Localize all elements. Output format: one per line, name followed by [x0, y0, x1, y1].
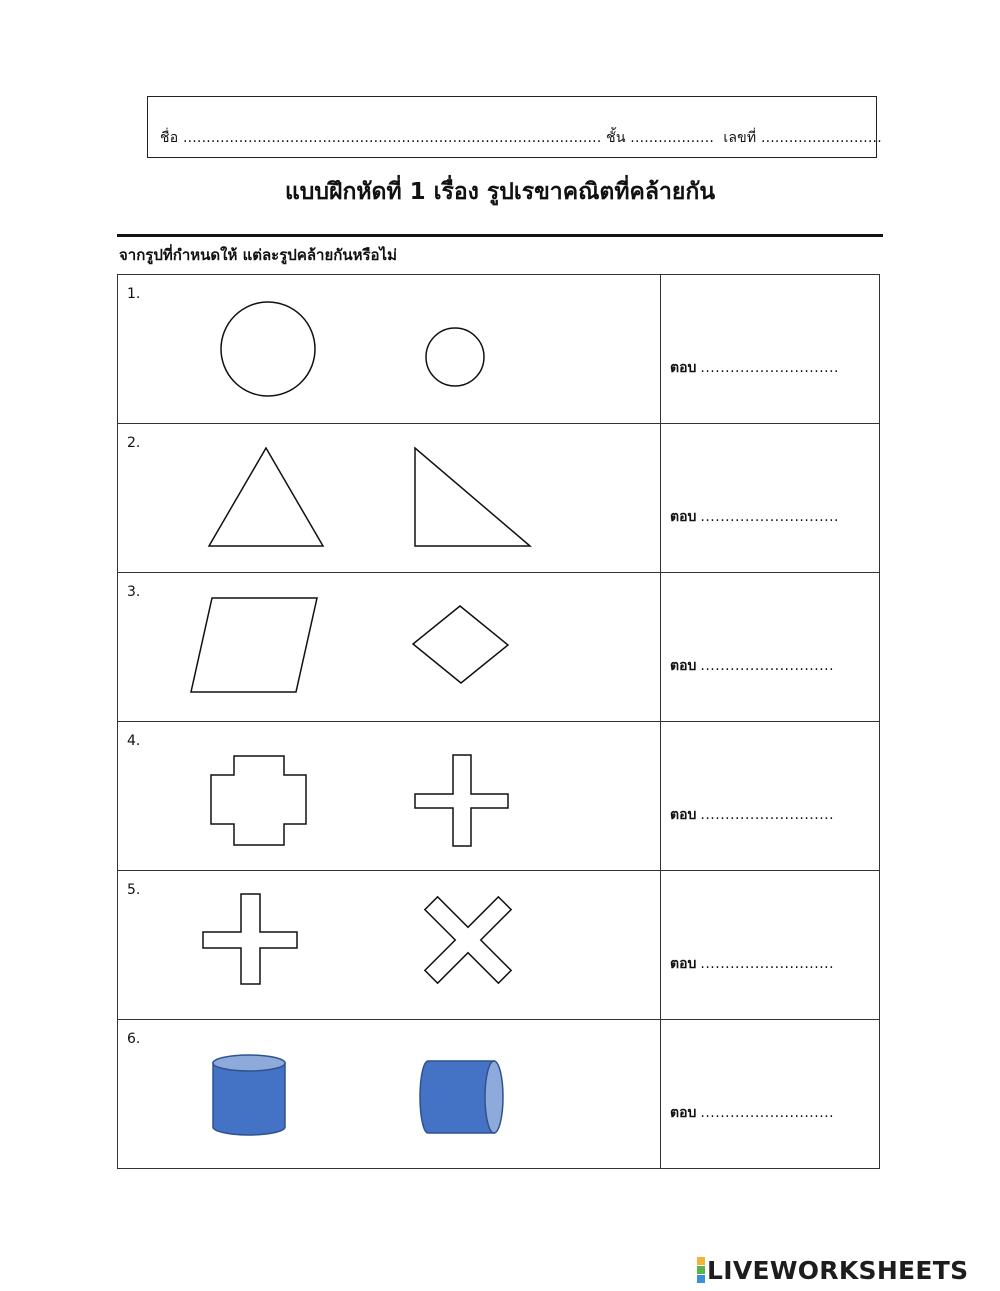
answer-label: ตอบ — [670, 1105, 697, 1121]
answer-label: ตอบ — [670, 807, 697, 823]
question-number: 6. — [127, 1031, 141, 1047]
answer-field[interactable]: ........................... — [700, 956, 835, 972]
shapes-crosses — [118, 722, 660, 871]
question-number: 5. — [127, 882, 141, 898]
title-divider — [117, 234, 883, 237]
logo-text: LIVEWORKSHEETS — [707, 1255, 969, 1285]
liveworksheets-logo — [697, 1256, 968, 1284]
large-circle-shape — [221, 302, 315, 396]
question-row-5 — [118, 871, 879, 1020]
shapes-cylinders — [118, 1020, 660, 1169]
student-info-line — [160, 127, 882, 149]
question-number: 3. — [127, 584, 141, 600]
question-number: 2. — [127, 435, 141, 451]
answer-label: ตอบ — [670, 956, 697, 972]
answer-line — [670, 357, 839, 379]
question-row-3 — [118, 573, 879, 722]
equilateral-triangle-shape — [209, 448, 323, 546]
right-triangle-shape — [415, 448, 530, 546]
questions-table — [117, 274, 880, 1169]
column-divider — [660, 275, 661, 423]
shapes-quadrilaterals — [118, 573, 660, 722]
answer-line — [670, 655, 834, 677]
question-row-1 — [118, 275, 879, 424]
student-info-box — [147, 96, 882, 158]
shapes-plus-and-x — [118, 871, 660, 1020]
column-divider — [660, 871, 661, 1019]
thin-cross-shape — [415, 755, 508, 846]
answer-line — [670, 1102, 834, 1124]
answer-line — [670, 804, 834, 826]
plus-sign-shape — [203, 894, 297, 984]
answer-field[interactable]: ........................... — [700, 658, 835, 674]
small-circle-shape — [426, 328, 484, 386]
answer-line — [670, 953, 834, 975]
column-divider — [660, 722, 661, 870]
answer-field[interactable]: ........................... — [700, 1105, 835, 1121]
number-label: เลขที่ — [723, 130, 757, 146]
class-field[interactable]: .................. — [630, 130, 715, 146]
name-field[interactable]: .......................................................................................... — [182, 130, 602, 146]
rhombus-shape — [413, 606, 508, 683]
logo-cubes-icon — [697, 1257, 705, 1284]
number-field[interactable]: .......................... — [760, 130, 882, 146]
worksheet-title: แบบฝึกหัดที่ 1 เรื่อง รูปเรขาคณิตที่คล้ายกัน — [284, 179, 716, 205]
column-divider — [660, 1020, 661, 1169]
question-number: 1. — [127, 286, 141, 302]
shapes-triangles — [118, 424, 660, 573]
question-row-4 — [118, 722, 879, 871]
question-row-6 — [118, 1020, 879, 1169]
class-label: ชั้น — [606, 130, 626, 146]
answer-line — [670, 506, 839, 528]
name-label: ชื่อ — [160, 130, 179, 146]
instruction-text: จากรูปที่กำหนดให้ แต่ละรูปคล้ายกันหรือไม่ — [119, 246, 397, 264]
logo-cube-i — [697, 1266, 705, 1274]
upright-cylinder-shape — [213, 1055, 285, 1135]
logo-cube-v — [697, 1275, 705, 1283]
column-divider — [660, 573, 661, 721]
question-number: 4. — [127, 733, 141, 749]
answer-field[interactable]: ........................... — [700, 807, 835, 823]
parallelogram-shape — [191, 598, 317, 692]
question-row-2 — [118, 424, 879, 573]
answer-field[interactable]: ............................ — [700, 509, 839, 525]
column-divider — [660, 424, 661, 572]
answer-field[interactable]: ............................ — [700, 360, 839, 376]
logo-cube-l — [697, 1257, 705, 1265]
x-sign-shape — [394, 871, 541, 1014]
shapes-circles — [118, 275, 660, 424]
thick-cross-shape — [211, 756, 306, 845]
answer-label: ตอบ — [670, 360, 697, 376]
sideways-cylinder-shape — [420, 1061, 503, 1133]
answer-label: ตอบ — [670, 658, 697, 674]
answer-label: ตอบ — [670, 509, 697, 525]
